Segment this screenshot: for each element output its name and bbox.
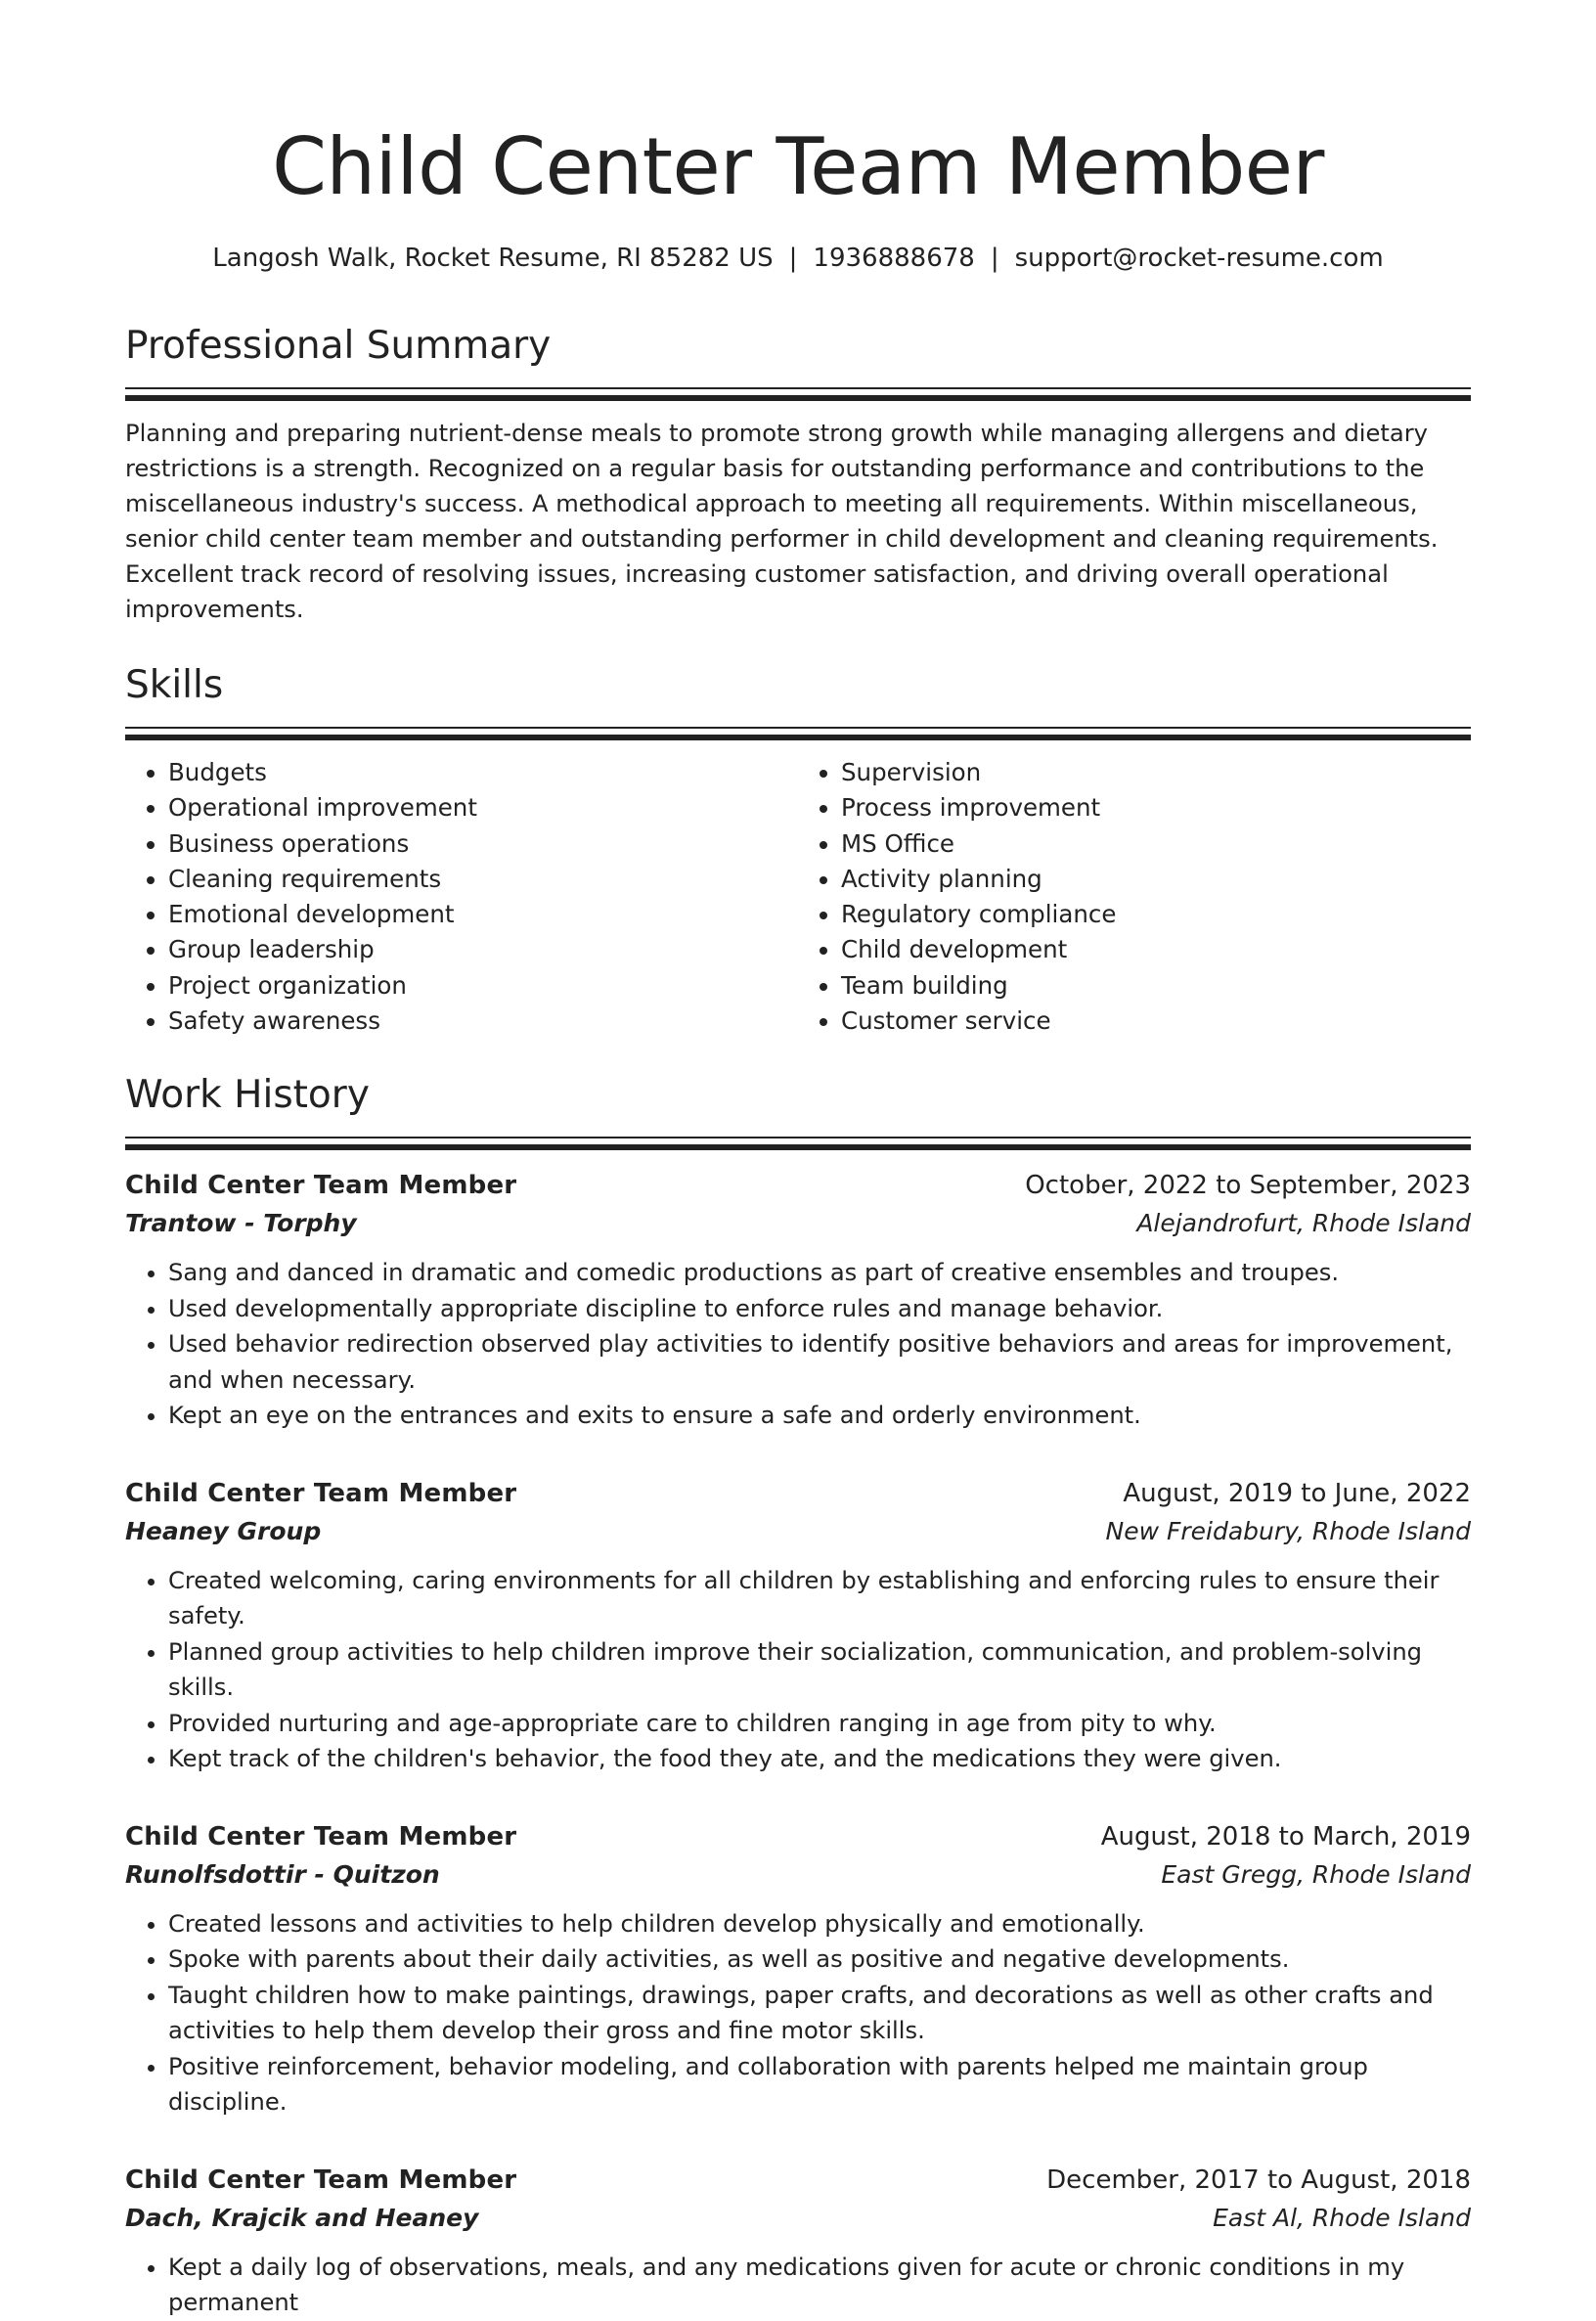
job-subheader	[125, 2199, 1471, 2238]
job-header	[125, 1167, 1471, 1204]
skills-list	[125, 755, 1471, 1039]
job-bullets	[125, 2250, 1471, 2321]
skill-item: • Group leadership	[168, 932, 798, 967]
job-bullet: • Used developmentally appropriate discipline to enforce rules and manage behavior.	[168, 1291, 1471, 1327]
skill-item: • Regulatory compliance	[841, 897, 1471, 932]
job-subheader	[125, 1855, 1471, 1895]
job-bullet: • Kept track of the children's behavior, the food they ate, and the medications they were given.	[168, 1741, 1471, 1777]
skill-item: • Customer service	[841, 1004, 1471, 1039]
job-bullet: • Positive reinforcement, behavior modeling, and collaboration with parents helped me maintain group discipline.	[168, 2049, 1471, 2120]
skill-item: • Budgets	[168, 755, 798, 790]
skill-item: • Cleaning requirements	[168, 862, 798, 897]
job-bullet: • Created lessons and activities to help children develop physically and emotionally.	[168, 1906, 1471, 1942]
job-title: Child Center Team Member	[125, 1171, 517, 1201]
skill-item: • MS Office	[841, 826, 1471, 862]
job-subheader	[125, 1204, 1471, 1243]
job-header	[125, 1818, 1471, 1855]
skill-item: • Team building	[841, 968, 1471, 1004]
job-title: Child Center Team Member	[125, 1478, 517, 1508]
contact-address: Langosh Walk, Rocket Resume, RI 85282 US	[212, 244, 774, 273]
job-dates: August, 2019 to June, 2022	[1123, 1478, 1471, 1508]
job-bullet: • Provided nurturing and age-appropriate care to children ranging in age from pity to why.	[168, 1706, 1471, 1742]
job-bullets	[125, 1906, 1471, 2120]
job-entry	[125, 1167, 1471, 1434]
section-title: Work History	[125, 1073, 370, 1118]
job-location: New Freidabury, Rhode Island	[1105, 1516, 1471, 1545]
contact-line	[125, 241, 1471, 276]
job-title: Child Center Team Member	[125, 1821, 517, 1852]
job-company: Trantow - Torphy	[125, 1209, 357, 1238]
job-dates: October, 2022 to September, 2023	[1025, 1171, 1471, 1201]
job-bullet: • Sang and danced in dramatic and comedic productions as part of creative ensembles and troupes.	[168, 1255, 1471, 1291]
skill-item: • Supervision	[841, 755, 1471, 790]
section-title: Skills	[125, 663, 224, 707]
job-location: East Al, Rhode Island	[1213, 2203, 1471, 2232]
job-header	[125, 1475, 1471, 1512]
job-company: Runolfsdottir - Quitzon	[125, 1859, 440, 1889]
skills-column-right	[798, 755, 1471, 1039]
job-bullet: • Used behavior redirection observed play activities to identify positive behaviors and areas for improvement, and when necessary.	[168, 1326, 1471, 1398]
contact-separator: |	[788, 244, 798, 273]
job-company: Dach, Krajcik and Heaney	[125, 2203, 479, 2232]
skill-item: • Child development	[841, 932, 1471, 967]
skill-item: • Process improvement	[841, 790, 1471, 826]
skill-item: • Business operations	[168, 826, 798, 862]
skill-item: • Project organization	[168, 968, 798, 1004]
job-location: East Gregg, Rhode Island	[1161, 1859, 1471, 1889]
job-entry	[125, 2162, 1471, 2321]
skill-item: • Safety awareness	[168, 1004, 798, 1039]
contact-phone: 1936888678	[813, 244, 975, 273]
job-bullets	[125, 1255, 1471, 1434]
section-title: Professional Summary	[125, 324, 552, 368]
job-company: Heaney Group	[125, 1516, 322, 1545]
job-bullet: • Kept a daily log of observations, meals, and any medications given for acute or chronic conditions in my permanent	[168, 2250, 1471, 2321]
skill-item: • Operational improvement	[168, 790, 798, 826]
job-entry	[125, 1475, 1471, 1777]
job-bullet: • Planned group activities to help children improve their socialization, communication, and problem-solving skills.	[168, 1634, 1471, 1706]
job-title: Child Center Team Member	[125, 2165, 517, 2195]
candidate-name: Child Center Team Member	[272, 121, 1324, 212]
work-history-section	[125, 1070, 1471, 2321]
job-entry	[125, 1818, 1471, 2120]
contact-separator: |	[990, 244, 999, 273]
job-header	[125, 2162, 1471, 2199]
section-divider	[125, 727, 1471, 741]
resume-content	[125, 0, 1471, 2321]
job-dates: August, 2018 to March, 2019	[1100, 1821, 1471, 1852]
section-divider	[125, 387, 1471, 402]
job-subheader	[125, 1512, 1471, 1551]
skills-column-left	[125, 755, 798, 1039]
skill-item: • Emotional development	[168, 897, 798, 932]
professional-summary-section	[125, 321, 1471, 627]
skills-section	[125, 660, 1471, 1039]
contact-email: support@rocket-resume.com	[1014, 244, 1384, 273]
job-bullet: • Taught children how to make paintings, drawings, paper crafts, and decorations as well as other crafts and activities to help them develop their gross and fine motor skills.	[168, 1978, 1471, 2049]
job-bullet: • Spoke with parents about their daily activities, as well as positive and negative developments.	[168, 1942, 1471, 1978]
summary-text: Planning and preparing nutrient-dense meals to promote strong growth while managing allergens and dietary restrictions is a strength. Recognized on a regular basis for outstanding performance and contributions to the miscellaneous industry's success. A methodical approach to meeting all requirements. Within miscellaneous, senior child center team member and outstanding performer in child development and cleaning requirements. Excellent track record of resolving issues, increasing customer satisfaction, and driving overall operational improvements.	[125, 420, 1439, 623]
section-divider	[125, 1137, 1471, 1151]
job-bullets	[125, 1563, 1471, 1777]
job-dates: December, 2017 to August, 2018	[1046, 2165, 1471, 2195]
job-location: Alejandrofurt, Rhode Island	[1136, 1209, 1471, 1238]
skill-item: • Activity planning	[841, 862, 1471, 897]
job-bullet: • Created welcoming, caring environments for all children by establishing and enforcing rules to ensure their safety.	[168, 1563, 1471, 1634]
job-bullet: • Kept an eye on the entrances and exits to ensure a safe and orderly environment.	[168, 1398, 1471, 1434]
